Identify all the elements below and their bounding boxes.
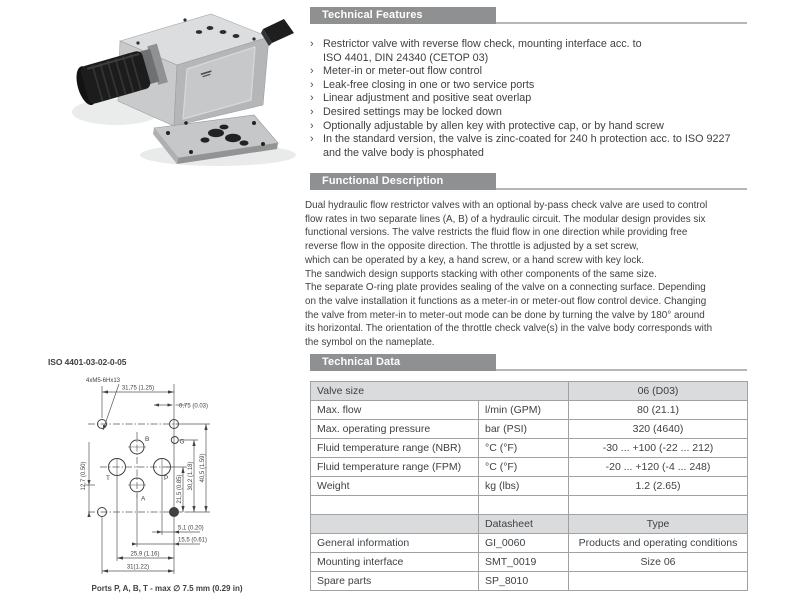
section-header-technical-data: Technical Data bbox=[310, 354, 496, 371]
list-item-text: Meter-in or meter-out flow control bbox=[323, 65, 483, 78]
table-row bbox=[311, 439, 748, 458]
technical-features-list bbox=[310, 38, 750, 160]
dim-21-5-label: 21,5 (0.85) bbox=[177, 474, 183, 504]
section-technical-data bbox=[310, 354, 747, 371]
list-item-text: and the valve body is phosphated bbox=[323, 146, 484, 159]
value-cell: -20 ... +120 (-4 ... 248) bbox=[569, 458, 748, 477]
param-cell: Max. operating pressure bbox=[311, 420, 479, 439]
list-item bbox=[310, 38, 750, 65]
section-functional-description bbox=[310, 173, 747, 190]
list-item-text: Optionally adjustable by allen key with protective cap, or by hand screw bbox=[323, 119, 664, 132]
dim-12-7-label: 12,7 (0.50) bbox=[81, 461, 87, 491]
port-b-label: B bbox=[145, 436, 150, 443]
list-item-text: In the standard version, the valve is zinc-coated for 240 h protection acc. to ISO 9227 bbox=[323, 133, 731, 146]
value-cell: 1.2 (2.65) bbox=[569, 477, 748, 496]
param-cell: Max. flow bbox=[311, 401, 479, 420]
port-a-label: A bbox=[141, 495, 146, 503]
value-cell bbox=[569, 496, 748, 515]
param-cell: Weight bbox=[311, 477, 479, 496]
functional-description-text bbox=[305, 199, 750, 350]
table-row bbox=[311, 572, 748, 591]
dim-15-5-label: 15,5 (0.61) bbox=[178, 537, 208, 544]
datasheet-cell: SP_8010 bbox=[479, 572, 569, 591]
list-item-text: Restrictor valve with reverse flow check, mounting interface acc. to bbox=[323, 38, 642, 50]
bullet-icon: › bbox=[310, 105, 314, 118]
dim-5-1-label: 5,1 (0.20) bbox=[178, 525, 204, 532]
list-item-text: ISO 4401, DIN 24340 (CETOP 03) bbox=[323, 51, 489, 64]
param-cell: General information bbox=[311, 534, 479, 553]
unit-cell: l/min (GPM) bbox=[479, 401, 569, 420]
list-item bbox=[310, 106, 750, 120]
value-cell: 80 (21.1) bbox=[569, 401, 748, 420]
unit-cell: bar (PSI) bbox=[479, 420, 569, 439]
paragraph-line: flow rates in two separate lines (A, B) of a hydraulic circuit. The modular design provides six bbox=[305, 213, 706, 225]
valve-product-photo bbox=[58, 6, 298, 169]
unit-cell: °C (°F) bbox=[479, 439, 569, 458]
param-cell: Fluid temperature range (NBR) bbox=[311, 439, 479, 458]
technical-data-table bbox=[310, 381, 748, 591]
paragraph-line: functional versions. The valve restricts the fluid flow in one direction while providing free bbox=[305, 227, 688, 239]
param-cell: Valve size bbox=[311, 382, 569, 401]
list-item-text: Linear adjustment and positive seat overlap bbox=[323, 92, 532, 105]
list-item-text: Desired settings may be locked down bbox=[323, 105, 502, 118]
param-cell: Spare parts bbox=[311, 572, 479, 591]
table-row bbox=[311, 382, 748, 401]
paragraph-line: its horizontal. The orientation of the throttle check valve(s) in the valve body corresponds with bbox=[305, 323, 713, 335]
table-row bbox=[311, 458, 748, 477]
list-item bbox=[310, 133, 750, 160]
dim-40-5-label: 40,5 (1.59) bbox=[200, 453, 206, 483]
datasheet-cell: SMT_0019 bbox=[479, 553, 569, 572]
type-cell bbox=[569, 572, 748, 591]
list-item bbox=[310, 79, 750, 93]
datasheet-header-cell: Datasheet bbox=[479, 515, 569, 534]
table-row-spacer bbox=[311, 496, 748, 515]
unit-cell bbox=[479, 496, 569, 515]
port-g-label: G bbox=[179, 438, 185, 446]
list-item bbox=[310, 120, 750, 134]
port-circles bbox=[98, 420, 179, 517]
port-t-label: T bbox=[106, 475, 110, 482]
section-header-functional-description: Functional Description bbox=[310, 173, 496, 190]
param-cell bbox=[311, 496, 479, 515]
port-g-hole bbox=[171, 437, 178, 444]
table-row bbox=[311, 401, 748, 420]
paragraph-line: the valve from meter-in to meter-out mode can be done by turning the valve by 180° around bbox=[305, 309, 705, 321]
dim-31-label: 31(1.22) bbox=[126, 564, 150, 571]
table-row bbox=[311, 534, 748, 553]
param-cell: Fluid temperature range (FPM) bbox=[311, 458, 479, 477]
paragraph-line: reverse flow in the opposite direction. The throttle is adjusted by a set screw, bbox=[305, 241, 639, 253]
section-header-technical-features: Technical Features bbox=[310, 7, 496, 24]
table-row bbox=[311, 553, 748, 572]
port-p-label: P bbox=[164, 475, 169, 482]
table-row bbox=[311, 477, 748, 496]
type-cell: Products and operating conditions bbox=[569, 534, 748, 553]
bullet-icon: › bbox=[310, 133, 314, 146]
dim-0-75-label: 0,75 (0.03) bbox=[179, 403, 209, 410]
type-cell: Size 06 bbox=[569, 553, 748, 572]
param-cell bbox=[311, 515, 479, 534]
dim-31-75-label: 31,75 (1.25) bbox=[121, 385, 155, 392]
value-cell: 06 (D03) bbox=[569, 382, 748, 401]
iso-drawing-caption: Ports P, A, B, T - max ∅ 7.5 mm (0.29 in) bbox=[91, 584, 243, 593]
iso-drawing-title: ISO 4401-03-02-0-05 bbox=[48, 357, 127, 367]
table-row bbox=[311, 420, 748, 439]
paragraph-line: The separate O-ring plate provides sealing of the valve on a connecting surface. Depending bbox=[305, 282, 706, 294]
value-cell: 320 (4640) bbox=[569, 420, 748, 439]
bolt-hole-bottom-right bbox=[170, 508, 179, 517]
iso-mounting-drawing bbox=[42, 372, 292, 584]
bolt-spec-label: 4xM5-6Hx13 bbox=[86, 378, 121, 384]
section-technical-features bbox=[310, 7, 747, 24]
value-cell: -30 ... +100 (-22 ... 212) bbox=[569, 439, 748, 458]
bullet-icon: › bbox=[310, 38, 314, 50]
dim-30-2-label: 30,2 (1.18) bbox=[188, 461, 194, 491]
paragraph-line: on the valve installation it functions as a meter-in or meter-out flow control device. Changing bbox=[305, 295, 707, 307]
paragraph-line: which can be operated by a key, a hand screw, or a hand screw with key lock. bbox=[305, 254, 645, 266]
dim-25-9-label: 25,9 (1.16) bbox=[130, 551, 160, 558]
param-cell: Mounting interface bbox=[311, 553, 479, 572]
datasheet-cell: GI_0060 bbox=[479, 534, 569, 553]
unit-cell: kg (lbs) bbox=[479, 477, 569, 496]
unit-cell: °C (°F) bbox=[479, 458, 569, 477]
paragraph-line: The sandwich design supports stacking with other components of the same size. bbox=[305, 268, 657, 280]
crosshair-ticks bbox=[117, 447, 162, 485]
bullet-icon: › bbox=[310, 65, 314, 78]
bullet-icon: › bbox=[310, 92, 314, 105]
type-header-cell: Type bbox=[569, 515, 748, 534]
paragraph-line: Dual hydraulic flow restrictor valves with an optional by-pass check valve are used to control bbox=[305, 200, 708, 211]
bullet-icon: › bbox=[310, 119, 314, 132]
list-item bbox=[310, 65, 750, 79]
paragraph-line: the symbol on the nameplate. bbox=[305, 337, 435, 349]
list-item-text: Leak-free closing in one or two service ports bbox=[323, 78, 535, 91]
bullet-icon: › bbox=[310, 78, 314, 91]
list-item bbox=[310, 92, 750, 106]
table-header-row bbox=[311, 515, 748, 534]
